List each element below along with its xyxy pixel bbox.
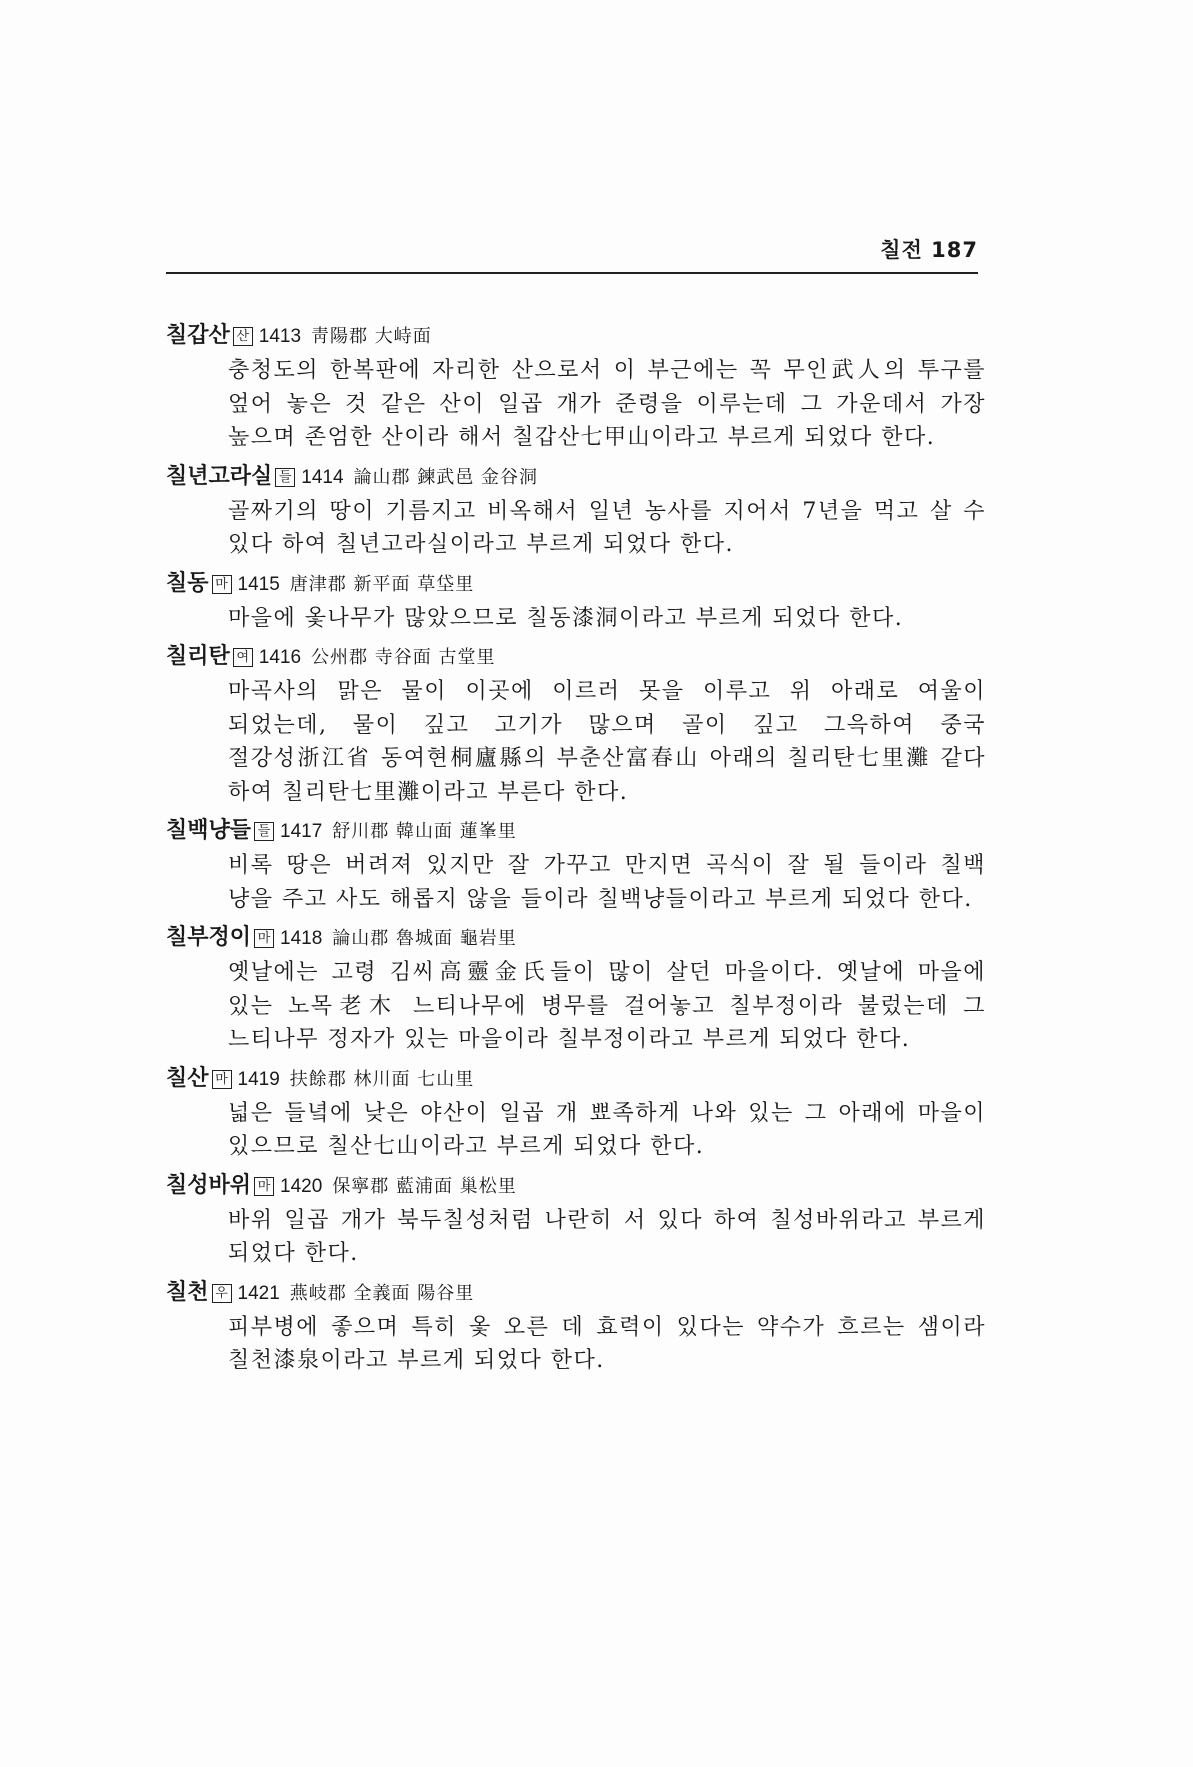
entry-description: 옛날에는 고령 김씨高靈金氏들이 많이 살던 마을이다. 옛날에 마을에 있는 노목老木 느티나무에 병무를 걸어놓고 칠부정이라 불렀는데 그 느티나무 정자가 있는 마을이라 칠부정이라고 부르게 되었다 한다. — [228, 960, 986, 1052]
entry-number: 1413 — [258, 326, 302, 347]
category-tag: 마 — [212, 575, 232, 594]
entry — [166, 641, 986, 809]
entry-heading — [166, 461, 986, 491]
entry-description: 피부병에 좋으며 특히 옻 오른 데 효력이 있다는 약수가 흐르는 샘이라 칠천漆泉이라고 부르게 되었다 한다. — [228, 1314, 986, 1373]
entry-name: 칠동 — [166, 570, 209, 596]
entry-number: 1420 — [280, 1175, 323, 1197]
entry — [166, 461, 986, 562]
entry-heading — [166, 1277, 986, 1307]
entry-description: 바위 일곱 개가 북두칠성처럼 나란히 서 있다 하여 칠성바위라고 부르게 되었다 한다. — [228, 1207, 986, 1266]
entry-heading — [166, 1063, 986, 1093]
entry-location: 保寧郡 藍浦面 巢松里 — [332, 1175, 517, 1197]
entry-heading — [166, 1170, 986, 1200]
entry-number: 1421 — [237, 1282, 280, 1304]
entry-number: 1419 — [237, 1068, 280, 1090]
entry-description: 골짜기의 땅이 기름지고 비옥해서 일년 농사를 지어서 7년을 먹고 살 수 있다 하여 칠년고라실이라고 부르게 되었다 한다. — [228, 498, 986, 557]
entry-heading — [166, 922, 986, 952]
entry-name: 칠산 — [166, 1065, 209, 1091]
category-tag: 산 — [233, 327, 253, 346]
entry-number: 1418 — [280, 928, 323, 949]
entry-name: 칠성바위 — [166, 1172, 252, 1198]
entry-location: 唐津郡 新平面 草垈里 — [289, 573, 475, 595]
entry-number: 1417 — [280, 821, 323, 842]
entry-number: 1415 — [237, 573, 280, 595]
running-head — [166, 232, 978, 274]
entry-location: 公州郡 寺谷面 古堂里 — [311, 647, 496, 668]
entry — [166, 922, 986, 1057]
entry-heading — [166, 815, 986, 845]
entry-name: 칠갑산 — [166, 323, 230, 348]
category-tag: 마 — [254, 929, 274, 948]
entry-name: 칠리탄 — [166, 644, 230, 669]
entry-location: 燕岐郡 全義面 陽谷里 — [289, 1282, 475, 1304]
entry-location: 論山郡 鍊武邑 金谷洞 — [353, 466, 538, 488]
entry — [166, 1063, 986, 1164]
entry-description: 마을에 옻나무가 많았으므로 칠동漆洞이라고 부르게 되었다 한다. — [228, 605, 904, 631]
entry — [166, 320, 986, 455]
entry-description: 충청도의 한복판에 자리한 산으로서 이 부근에는 꼭 무인武人의 투구를 엎어 놓은 것 같은 산이 일곱 개가 준령을 이루는데 그 가운데서 가장 높으며 존엄한 산이라 해서 칠갑산七甲山이라고 부르게 되었다 한다. — [228, 358, 986, 450]
category-tag: 마 — [254, 1177, 274, 1196]
entry-heading — [166, 568, 986, 598]
entry-description: 비록 땅은 버려져 있지만 잘 가꾸고 만지면 곡식이 잘 될 들이라 칠백 냥을 주고 사도 해롭지 않을 들이라 칠백냥들이라고 부르게 되었다 한다. — [228, 853, 986, 912]
entry-heading — [166, 320, 986, 350]
entry — [166, 815, 986, 916]
entry — [166, 1277, 986, 1378]
category-tag: 우 — [212, 1284, 232, 1303]
entry-description: 넓은 들녘에 낮은 야산이 일곱 개 뾰족하게 나와 있는 그 아래에 마을이 있으므로 칠산七山이라고 부르게 되었다 한다. — [228, 1100, 986, 1159]
entry-list — [166, 320, 986, 1384]
entry-name: 칠백냥들 — [166, 818, 252, 843]
entry-heading — [166, 641, 986, 671]
category-tag: 들 — [275, 468, 295, 487]
entry-location: 論山郡 魯城面 龜岩里 — [332, 928, 517, 949]
entry-number: 1416 — [258, 647, 302, 668]
entry-description: 마곡사의 맑은 물이 이곳에 이르러 못을 이루고 위 아래로 여울이 되었는데, 물이 깊고 고기가 많으며 골이 깊고 그윽하여 중국 절강성浙江省 동여현桐廬縣의 부춘산富春山 아래의 칠리탄七里灘 같다 하여 칠리탄七里灘이라고 부른다 한다. — [228, 679, 986, 805]
category-tag: 들 — [254, 822, 274, 841]
category-tag: 여 — [233, 648, 253, 667]
entry — [166, 568, 986, 636]
entry-location: 靑陽郡 大峙面 — [311, 326, 432, 347]
page-header-text: 칠전 187 — [880, 238, 978, 262]
entry-location: 舒川郡 韓山面 蓮峯里 — [332, 821, 517, 842]
entry-location: 扶餘郡 林川面 七山里 — [289, 1068, 475, 1090]
entry-name: 칠천 — [166, 1279, 209, 1305]
entry-name: 칠부정이 — [166, 925, 252, 950]
entry-number: 1414 — [301, 466, 344, 488]
entry — [166, 1170, 986, 1271]
entry-name: 칠년고라실 — [166, 463, 273, 489]
category-tag: 마 — [212, 1070, 232, 1089]
